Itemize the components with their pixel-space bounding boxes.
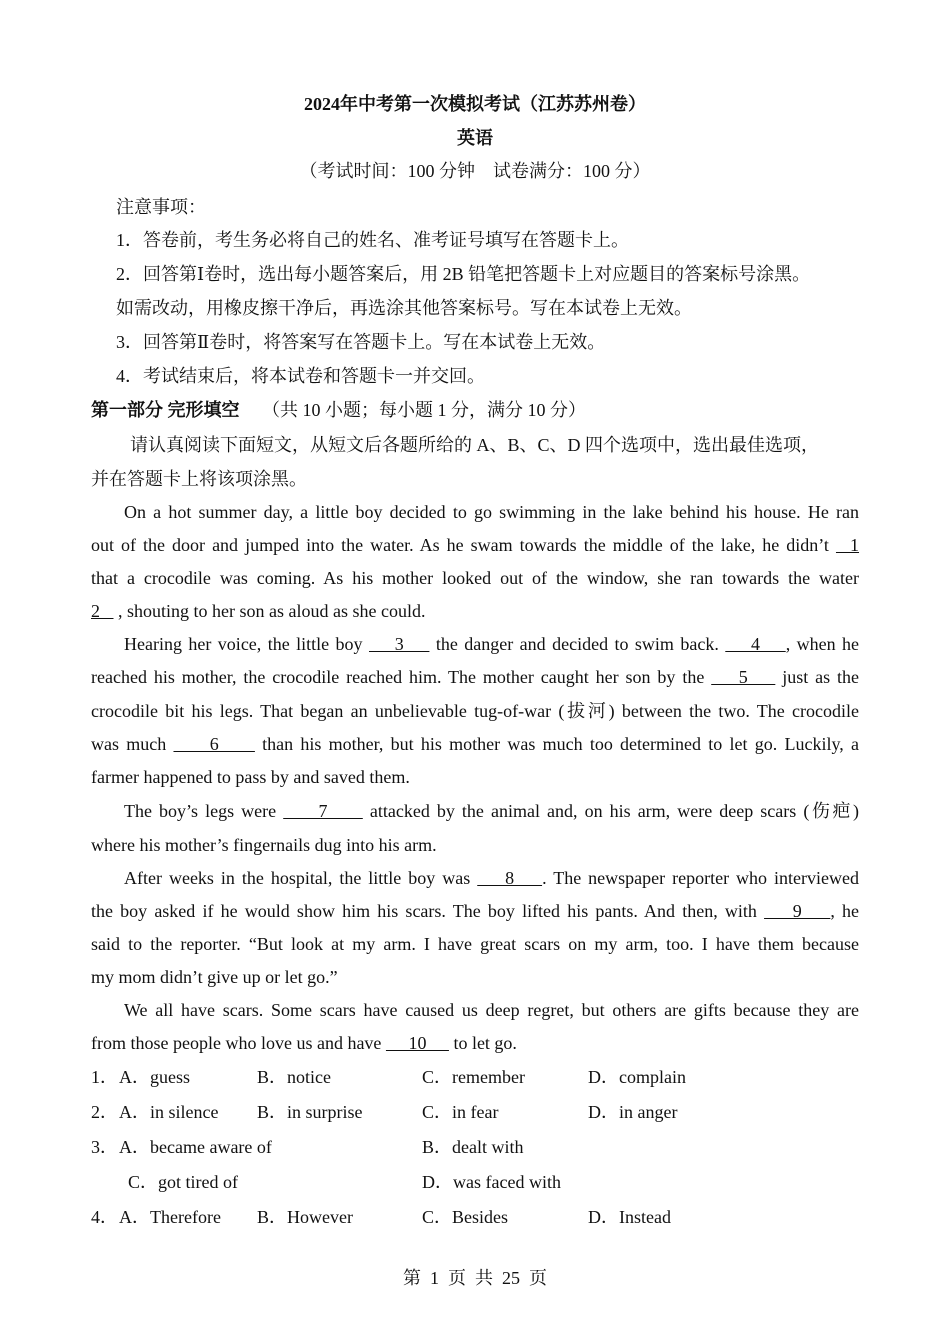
question-number: 1．	[91, 1067, 118, 1087]
passage-line: farmer happened to pass by and saved them.	[91, 767, 410, 787]
option-c: C．Besides	[422, 1207, 509, 1227]
blank-8: 8	[477, 868, 543, 888]
section-score-info: （共 10 小题；每小题 1 分，满分 10 分）	[262, 400, 586, 420]
option-a: A．in silence	[119, 1102, 219, 1122]
note-item: 2．回答第Ⅰ卷时，选出每小题答案后，用 2B 铅笔把答题卡上对应题目的答案标号涂黑。	[116, 264, 811, 284]
option-d: D．complain	[588, 1067, 686, 1087]
page-footer: 第 1 页 共 25 页	[403, 1268, 547, 1288]
passage-line: We all have scars. Some scars have caused us deep regret, but others are gifts because they are	[124, 1000, 859, 1020]
blank-10: 10	[385, 1033, 449, 1053]
blank-4: 4	[725, 634, 786, 654]
notes-heading: 注意事项：	[116, 197, 206, 217]
option-a: A．guess	[119, 1067, 190, 1087]
option-d: D．Instead	[588, 1207, 671, 1227]
option-b: B．notice	[257, 1067, 331, 1087]
question-number: 2．	[91, 1102, 118, 1122]
section-header	[91, 398, 586, 422]
blank-3: 3	[369, 634, 430, 654]
exam-info: （考试时间：100 分钟 试卷满分：100 分）	[299, 161, 651, 181]
section-instruction: 请认真阅读下面短文，从短文后各题所给的 A、B、C、D 四个选项中，选出最佳选项，	[130, 435, 820, 455]
option-d: D．was faced with	[422, 1172, 561, 1192]
subject-title: 英语	[457, 128, 493, 148]
passage-line: Hearing her voice, the little boy 3 the danger and decided to swim back. 4 , when he	[124, 634, 860, 654]
passage-line: After weeks in the hospital, the little boy was 8 . The newspaper reporter who interviewed	[124, 868, 859, 888]
passage-line: out of the door and jumped into the water. As he swam towards the middle of the lake, he didn’t 1	[91, 535, 860, 555]
section-instruction: 并在答题卡上将该项涂黑。	[91, 469, 307, 489]
note-item: 4．考试结束后，将本试卷和答题卡一并交回。	[116, 366, 485, 386]
option-b: B．in surprise	[257, 1102, 363, 1122]
passage-line: said to the reporter. “But look at my arm. I have great scars on my arm, too. I have them because	[91, 934, 859, 954]
option-b: B．However	[257, 1207, 353, 1227]
note-item: 如需改动，用橡皮擦干净后，再选涂其他答案标号。写在本试卷上无效。	[116, 298, 692, 318]
section-title: 第一部分 完形填空	[91, 400, 240, 420]
exam-title: 2024年中考第一次模拟考试（江苏苏州卷）	[304, 94, 646, 114]
blank-6: 6	[173, 734, 255, 754]
question-number: 3．	[91, 1137, 118, 1157]
option-a: A．became aware of	[119, 1137, 272, 1157]
blank-9: 9	[764, 901, 831, 921]
passage-line: crocodile bit his legs. That began an unbelievable tug-of-war (拔河) between the two. The crocodile	[91, 701, 859, 721]
note-item: 1．答卷前，考生务必将自己的姓名、准考证号填写在答题卡上。	[116, 230, 629, 250]
blank-2: 2	[91, 601, 114, 621]
option-c: C．got tired of	[128, 1172, 238, 1192]
passage-line: from those people who love us and have 10 to let go.	[91, 1033, 517, 1053]
passage-line: my mom didn’t give up or let go.”	[91, 967, 338, 987]
passage-line: reached his mother, the crocodile reached him. The mother caught her son by the 5 just as the	[91, 667, 859, 687]
option-c: C．in fear	[422, 1102, 499, 1122]
passage-line: where his mother’s fingernails dug into his arm.	[91, 835, 437, 855]
passage-line: was much 6 than his mother, but his mother was much too determined to let go. Luckily, a	[91, 734, 860, 754]
passage-line: the boy asked if he would show him his scars. The boy lifted his pants. And then, with 9 , he	[91, 901, 860, 921]
option-c: C．remember	[422, 1067, 525, 1087]
passage-line: 2 , shouting to her son as aloud as she could.	[91, 601, 426, 621]
blank-5: 5	[711, 667, 776, 687]
option-a: A．Therefore	[119, 1207, 221, 1227]
blank-7: 7	[283, 801, 363, 821]
question-number: 4．	[91, 1207, 118, 1227]
passage-line: On a hot summer day, a little boy decided to go swimming in the lake behind his house. He ran	[124, 502, 859, 522]
passage-line: that a crocodile was coming. As his mother looked out of the window, she ran towards the water	[91, 568, 859, 588]
blank-1: 1	[835, 535, 860, 555]
option-b: B．dealt with	[422, 1137, 524, 1157]
passage-line: The boy’s legs were 7 attacked by the animal and, on his arm, were deep scars (伤疤)	[124, 801, 860, 821]
note-item: 3．回答第Ⅱ卷时，将答案写在答题卡上。写在本试卷上无效。	[116, 332, 606, 352]
option-d: D．in anger	[588, 1102, 678, 1122]
